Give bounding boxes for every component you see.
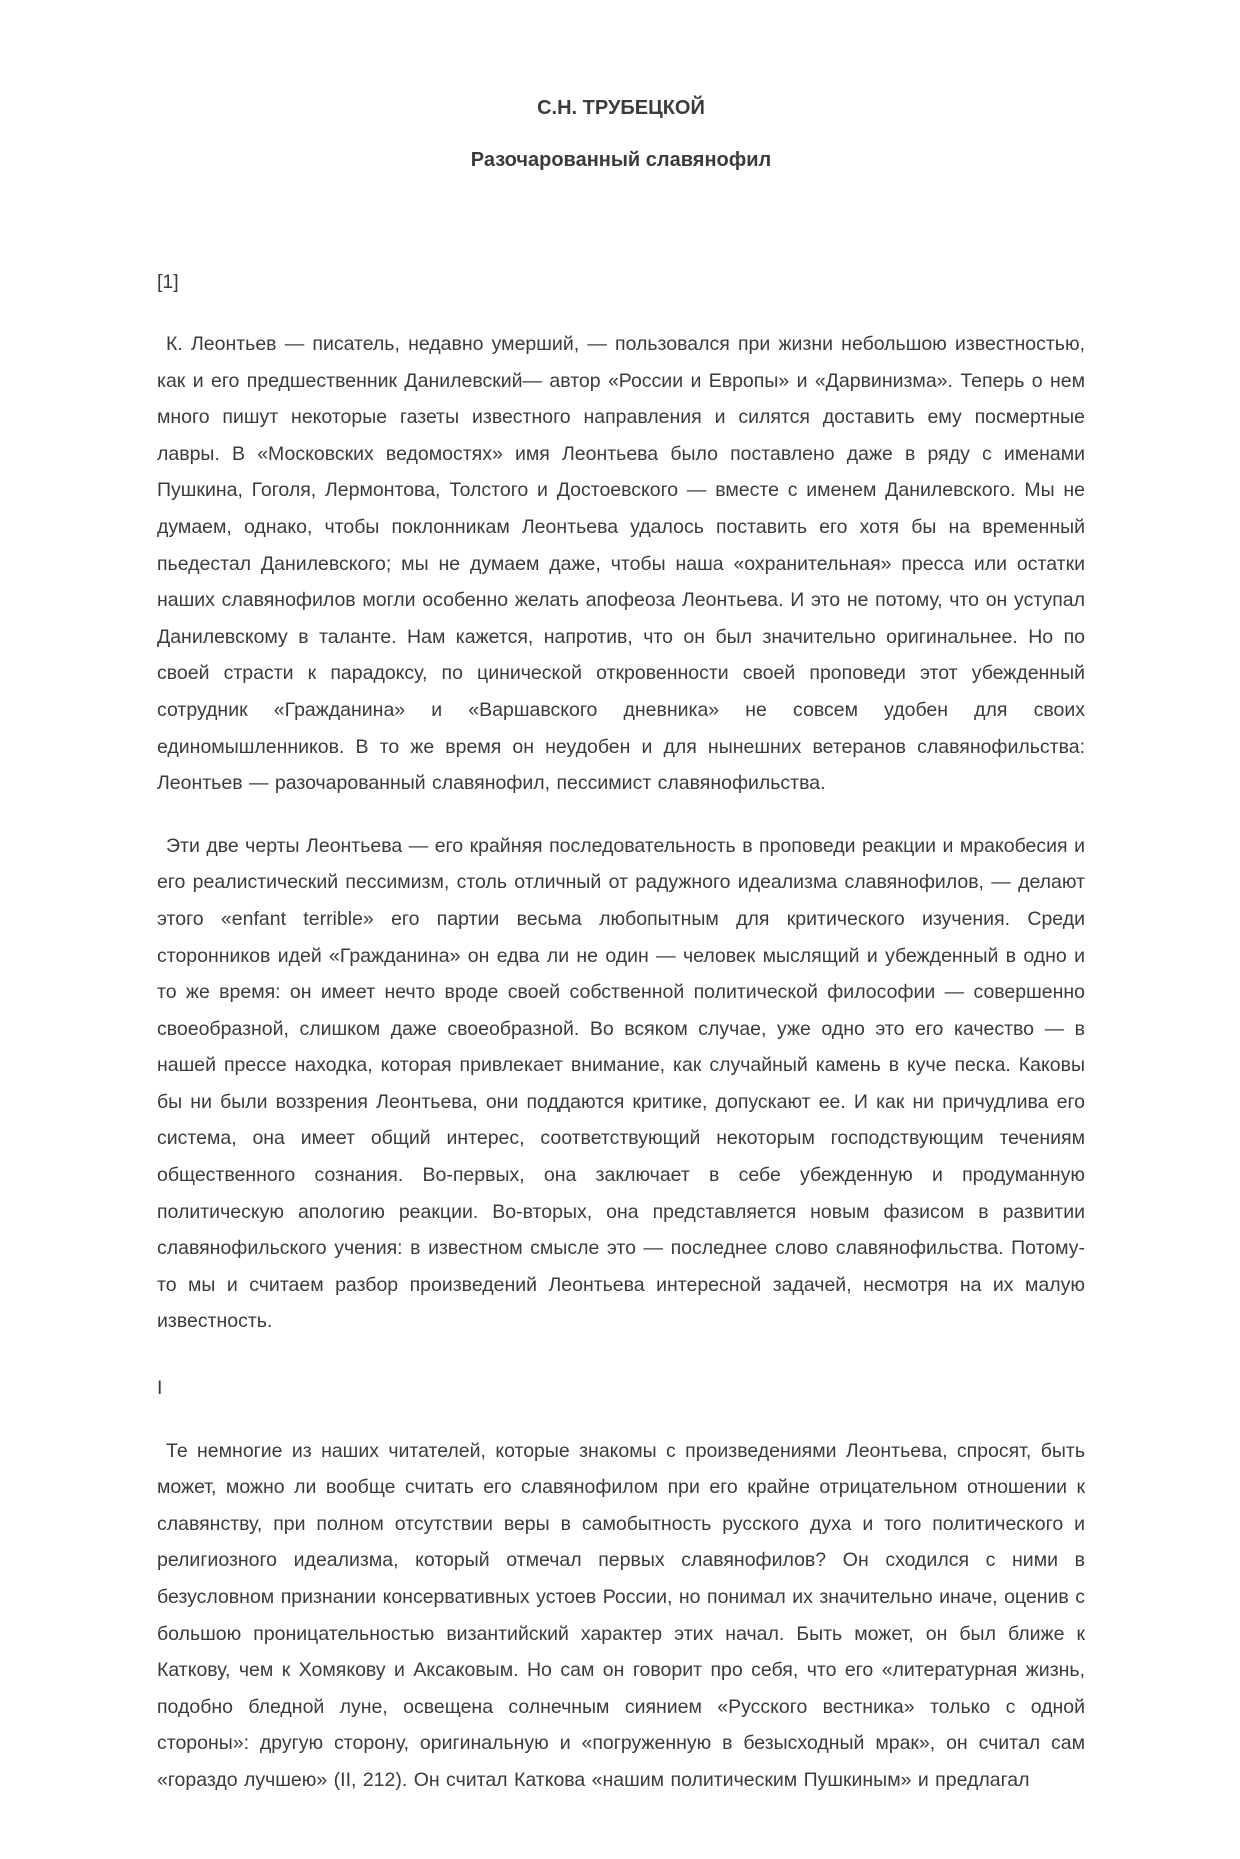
footnote-marker: [1] xyxy=(157,271,179,293)
document-title: С.Н. ТРУБЕЦКОЙ xyxy=(537,97,705,119)
paragraph-3: Те немногие из наших читателей, которые знакомы с произведениями Леонтьева, спросят, быть может, можно ли вообще считать его славянофилом при его крайне отрицательном отношении к славянству, при полном отсутствии веры в самобытность русского духа и того политического и религиозного идеализма, который отмечал первых славянофилов? Он сходился с ними в безусловном признании консервативных устоев России, но понимал их значительно иначе, оценив с большою проницательностью византийский характер этих начал. Быть может, он был ближе к Каткову, чем к Хомякову и Аксаковым. Но сам он говорит про себя, что его «литературная жизнь, подобно бледной луне, освещена солнечным сиянием «Русского вестника» только с одной стороны»: другую сторону, оригинальную и «погруженную в безысходный мрак», он считал сам «гораздо лучшею» (II, 212). Он считал Каткова «нашим политическим Пушкиным» и предлагал xyxy=(157,1439,1085,1791)
paragraph-1: К. Леонтьев — писатель, недавно умерший, — пользовался при жизни небольшою известностью, как и его предшественник Данилевский— автор «России и Европы» и «Дарвинизма». Теперь о нем много пишут некоторые газеты известного направления и силятся доставить ему посмертные лавры. В «Московских ведомостях» имя Леонтьева было поставлено даже в ряду с именами Пушкина, Гоголя, Лермонтова, Толстого и Достоевского — вместе с именем Данилевского. Мы не думаем, однако, чтобы поклонникам Леонтьева удалось поставить его хотя бы на временный пьедестал Данилевского; мы не думаем даже, чтобы наша «охранительная» пресса или остатки наших славянофилов могли особенно желать апофеоза Леонтьева. И это не потому, что он уступал Данилевскому в таланте. Нам кажется, напротив, что он был значительно оригинальнее. Но по своей страсти к парадоксу, по цинической откровенности своей проповеди этот убежденный сотрудник «Гражданина» и «Варшавского дневника» не совсем удобен для своих единомышленников. В то же время он неудобен и для нынешних ветеранов славянофильства: Леонтьев — разочарованный славянофил, пессимист славянофильства. xyxy=(157,333,1085,795)
document-subtitle: Разочарованный славянофил xyxy=(470,149,772,171)
section-heading: I xyxy=(157,1377,163,1400)
paragraph-2: Эти две черты Леонтьева — его крайняя последовательность в проповеди реакции и мракобесия и его реалистический пессимизм, столь отличный от радужного идеализма славянофилов, — делают этого «enfant terrible» его партии весьма любопытным для критического изучения. Среди сторонников идей «Гражданина» он едва ли не один — человек мыслящий и убежденный в одно и то же время: он имеет нечто вроде своей собственной политической философии — совершенно своеобразной, слишком даже своеобразной. Во всяком случае, уже одно это его качество — в нашей прессе находка, которая привлекает внимание, как случайный камень в куче песка. Каковы бы ни были воззрения Леонтьева, они поддаются критике, допускают ее. И как ни причудлива его система, она имеет общий интерес, соответствующий некоторым господствующим течениям общественного сознания. Во-первых, она заключает в себе убежденную и продуманную политическую апологию реакции. Во-вторых, она представляется новым фазисом в развитии славянофильского учения: в известном смысле это — последнее слово славянофильства. Потому-то мы и считаем разбор произведений Леонтьева интересной задачей, несмотря на их малую известность. xyxy=(157,834,1085,1333)
